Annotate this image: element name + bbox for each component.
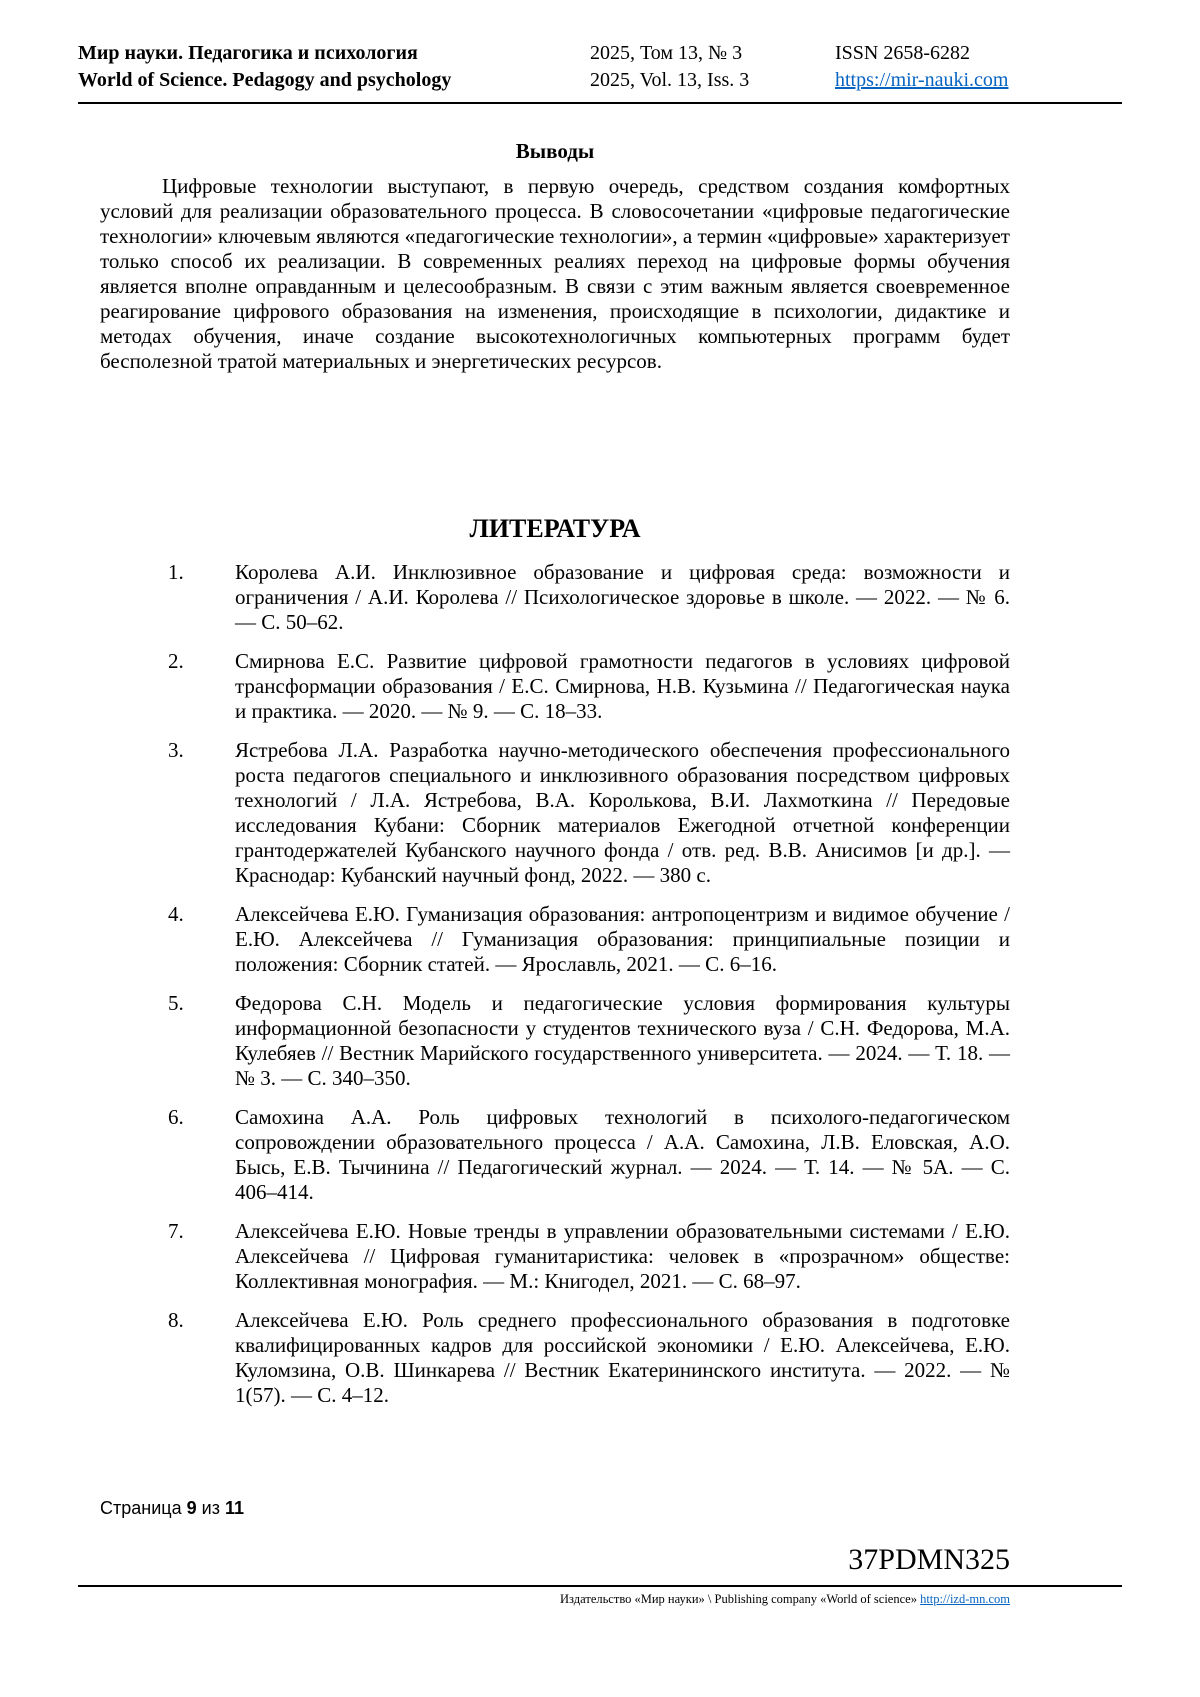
reference-text: Смирнова Е.С. Развитие цифровой грамотности педагогов в условиях цифровой трансформации образования / Е.С. Смирнова, Н.В. Кузьмина // Педагогическая наука и практика. — 2020. — № 9. — С. 18–33. [235, 649, 1010, 723]
list-item [100, 560, 1010, 635]
list-item [100, 902, 1010, 977]
page-label: Страница [100, 1498, 182, 1518]
reference-text: Самохина А.А. Роль цифровых технологий в психолого-педагогическом сопровождении образовательного процесса / А.А. Самохина, Л.В. Еловская, А.О. Бысь, Е.В. Тычинина // Педагогический журнал. — 2024. — Т. 14. — № 5А. — С. 406–414. [235, 1105, 1010, 1204]
issn-block [835, 40, 1122, 94]
issue-info-ru: 2025, Том 13, № 3 [590, 42, 743, 64]
reference-text: Алексейчева Е.Ю. Новые тренды в управлении образовательными системами / Е.Ю. Алексейчева // Цифровая гуманитаристика: человек в «прозрачном» обществе: Коллективная монография. — М.: Книгодел, 2021. — С. 68–97. [235, 1219, 1010, 1293]
list-item [100, 1219, 1010, 1294]
issue-info-en: 2025, Vol. 13, Iss. 3 [590, 69, 750, 91]
issue-info-block [590, 40, 835, 94]
of-label: из [201, 1498, 220, 1518]
issn-text: ISSN 2658-6282 [835, 42, 971, 64]
reference-number: 6. [168, 1105, 184, 1129]
page-header [78, 40, 1122, 104]
reference-number: 8. [168, 1308, 184, 1332]
journal-title-en: World of Science. Pedagogy and psychology [78, 69, 452, 91]
publisher-text: Издательство «Мир науки» \ Publishing company «World of science» [560, 1592, 917, 1606]
journal-title-ru: Мир науки. Педагогика и психология [78, 42, 418, 64]
reference-number: 2. [168, 649, 184, 673]
publisher-line [78, 1591, 1010, 1607]
publisher-url-link[interactable]: http://izd-mn.com [920, 1592, 1010, 1606]
page-number [100, 1498, 1122, 1519]
list-item [100, 1105, 1010, 1205]
page-total: 11 [224, 1498, 244, 1518]
list-item [100, 991, 1010, 1091]
conclusions-heading: Выводы [515, 139, 595, 163]
list-item [100, 1308, 1010, 1408]
reference-number: 7. [168, 1219, 184, 1243]
reference-number: 4. [168, 902, 184, 926]
article-id: 37PDMN325 [848, 1543, 1010, 1576]
footer-divider [78, 1585, 1122, 1587]
reference-number: 3. [168, 738, 184, 762]
journal-title-block [78, 40, 590, 94]
conclusions-paragraph: Цифровые технологии выступают, в первую очередь, средством создания комфортных условий для реализации образовательного процесса. В словосочетании «цифровые педагогические технологии» ключевым являются «педагогические технологии», а термин «цифровые» характеризует только способ их реализации. В современных реалиях переход на цифровые формы обучения является вполне оправданным и целесообразным. В связи с этим важным является своевременное реагирование цифрового образования на изменения, происходящие в психологии, дидактике и методах обучения, иначе создание высокотехнологичных компьютерных программ будет бесполезной тратой материальных и энергетических ресурсов. [100, 174, 1010, 373]
reference-number: 1. [168, 560, 184, 584]
literature-heading: ЛИТЕРАТУРА [469, 514, 641, 543]
journal-url-link[interactable]: https://mir-nauki.com [835, 69, 1009, 91]
reference-text: Ястребова Л.А. Разработка научно-методического обеспечения профессионального роста педагогов специального и инклюзивного образования посредством цифровых технологий / Л.А. Ястребова, В.А. Королькова, В.И. Лахмоткина // Передовые исследования Кубани: Сборник материалов Ежегодной отчетной конференции грантодержателей Кубанского научного фонда / отв. ред. В.В. Анисимов [и др.]. — Краснодар: Кубанский научный фонд, 2022. — 380 с. [235, 738, 1010, 887]
list-item [100, 649, 1010, 724]
page-body [100, 104, 1010, 1422]
reference-text: Королева А.И. Инклюзивное образование и цифровая среда: возможности и ограничения / А.И. Королева // Психологическое здоровье в школе. — 2022. — № 6. — С. 50–62. [235, 560, 1010, 634]
reference-number: 5. [168, 991, 184, 1015]
page-current: 9 [186, 1498, 197, 1518]
list-item [100, 738, 1010, 888]
page-footer [78, 1498, 1122, 1607]
reference-text: Алексейчева Е.Ю. Роль среднего профессионального образования в подготовке квалифицированных кадров для российской экономики / Е.Ю. Алексейчева, Е.Ю. Куломзина, О.В. Шинкарева // Вестник Екатерининского института. — 2022. — № 1(57). — С. 4–12. [235, 1308, 1010, 1407]
reference-list [100, 560, 1010, 1408]
reference-text: Алексейчева Е.Ю. Гуманизация образования: антропоцентризм и видимое обучение / Е.Ю. Алексейчева // Гуманизация образования: принципиальные позиции и положения: Сборник статей. — Ярославль, 2021. — С. 6–16. [235, 902, 1010, 976]
reference-text: Федорова С.Н. Модель и педагогические условия формирования культуры информационной безопасности у студентов технического вуза / С.Н. Федорова, М.А. Кулебяев // Вестник Марийского государственного университета. — 2024. — Т. 18. — № 3. — С. 340–350. [235, 991, 1010, 1090]
